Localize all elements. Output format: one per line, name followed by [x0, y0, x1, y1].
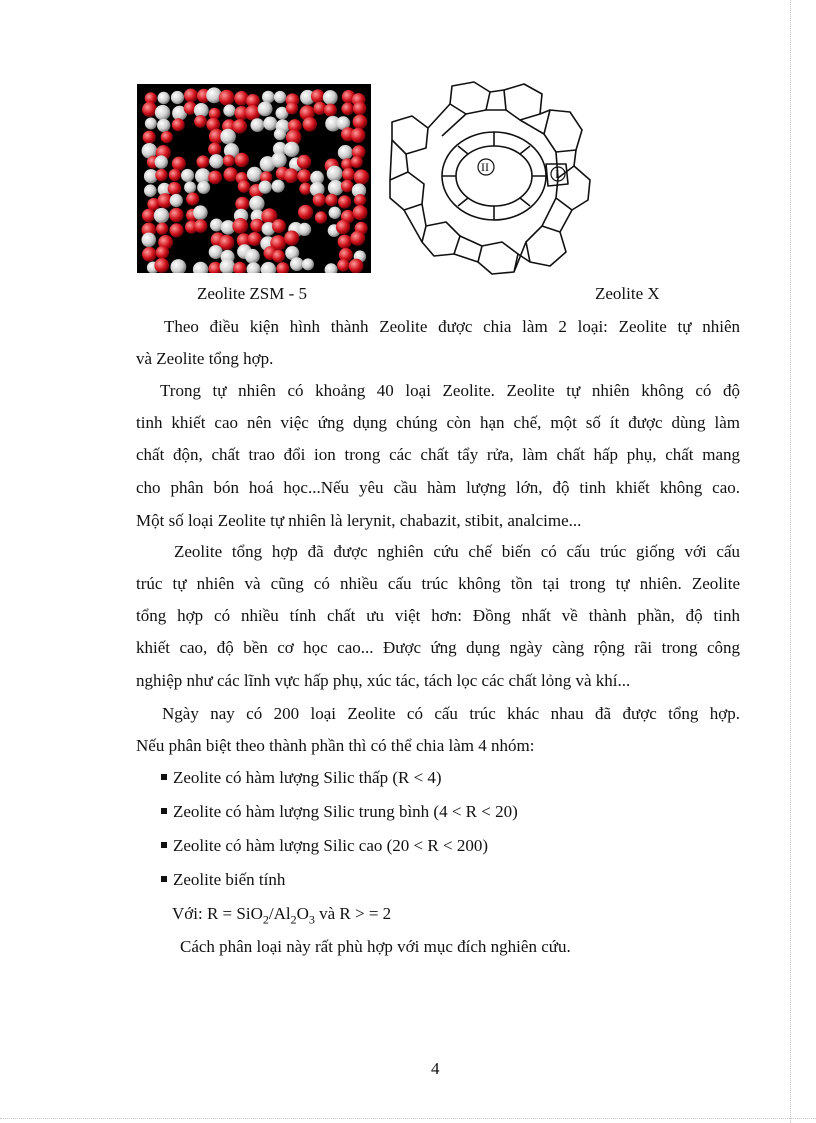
atom-sphere: [197, 181, 210, 194]
atom-sphere: [323, 90, 338, 105]
paragraph-3-line-2: trúc tự nhiên và cũng có nhiều cấu trúc không tồn tại trong tự nhiên. Zeolite: [136, 574, 740, 593]
atom-sphere: [338, 195, 351, 208]
atom-sphere: [351, 156, 363, 168]
atom-sphere: [219, 90, 235, 106]
bullet-text: Zeolite biến tính: [173, 870, 286, 889]
square-bullet-icon: [161, 876, 167, 882]
atom-sphere: [208, 143, 221, 156]
atom-sphere: [274, 91, 286, 103]
atom-sphere: [223, 155, 235, 167]
bullet-item: [161, 801, 518, 823]
atom-sphere: [172, 118, 185, 131]
atom-sphere: [209, 245, 223, 259]
atom-sphere: [251, 118, 265, 132]
atom-sphere: [303, 117, 318, 132]
atom-sphere: [261, 262, 276, 273]
atom-sphere: [262, 91, 275, 104]
bullet-text: Zeolite có hàm lượng Silic trung bình (4 < R < 20): [173, 802, 518, 821]
atom-sphere: [145, 118, 157, 130]
page-number: 4: [431, 1059, 440, 1078]
paragraph-2-line-1: Trong tự nhiên có khoảng 40 loại Zeolite. Zeolite tự nhiên không có độ: [160, 381, 740, 400]
atom-sphere: [155, 155, 168, 168]
atom-sphere: [181, 169, 194, 182]
atom-sphere: [342, 168, 355, 181]
atom-sphere: [272, 180, 285, 193]
atom-sphere: [245, 249, 260, 264]
atom-sphere: [259, 181, 272, 194]
atom-sphere: [354, 169, 369, 184]
atom-sphere: [341, 180, 354, 193]
page-edge-bottom: [0, 1118, 816, 1119]
atom-sphere: [338, 235, 352, 249]
atom-sphere: [290, 257, 304, 271]
paragraph-4-line-2: Nếu phân biệt theo thành phần thì có thể chia làm 4 nhóm:: [136, 736, 535, 755]
atom-sphere: [274, 128, 286, 140]
closing-sentence: Cách phân loại này rất phù hợp với mục đích nghiên cứu.: [180, 937, 571, 956]
atom-sphere: [209, 154, 223, 168]
bullet-text: Zeolite có hàm lượng Silic cao (20 < R < 200): [173, 836, 488, 855]
page-edge-right: [790, 0, 791, 1123]
atom-sphere: [336, 220, 350, 234]
atom-sphere: [220, 129, 236, 145]
zeolite-x-drawing: [382, 76, 600, 276]
caption-zsm5: Zeolite ZSM - 5: [197, 284, 308, 303]
atom-sphere: [329, 207, 341, 219]
atom-sphere: [169, 169, 181, 181]
atom-sphere: [184, 89, 198, 103]
atom-sphere: [184, 181, 196, 193]
atom-sphere: [284, 168, 299, 183]
atom-sphere: [170, 194, 183, 207]
atom-sphere: [248, 232, 262, 246]
paragraph-3-line-4: khiết cao, độ bền cơ học cao... Được ứng dụng ngày càng rộng rãi trong công: [136, 638, 740, 657]
paragraph-1-line-1: Theo điều kiện hình thành Zeolite được chia làm 2 loại: Zeolite tự nhiên: [164, 317, 740, 336]
paragraph-3-line-5: nghiệp như các lĩnh vực hấp phụ, xúc tác, tách lọc các chất lỏng và khí...: [136, 671, 631, 690]
formula-sub-2: 2: [290, 912, 297, 927]
square-bullet-icon: [161, 774, 167, 780]
atom-sphere: [315, 211, 327, 223]
atom-sphere: [142, 247, 157, 262]
atom-sphere: [193, 262, 208, 273]
square-bullet-icon: [161, 842, 167, 848]
atom-sphere: [193, 205, 208, 220]
atom-sphere: [298, 223, 311, 236]
atom-sphere: [170, 223, 184, 237]
atom-sphere: [327, 166, 343, 182]
atom-sphere: [156, 223, 168, 235]
atom-sphere: [338, 145, 353, 160]
caption-zeolite-x: Zeolite X: [595, 284, 660, 303]
zsm5-atoms: [137, 84, 371, 273]
paragraph-1-line-2: và Zeolite tổng hợp.: [136, 349, 274, 368]
zeolite-x-framework-diagram: [382, 76, 600, 276]
bullet-text: Zeolite có hàm lượng Silic thấp (R < 4): [173, 768, 442, 787]
atom-sphere: [353, 115, 368, 130]
atom-sphere: [155, 105, 170, 120]
paragraph-3-line-1: Zeolite tổng hợp đã được nghiên cứu chế biến có cấu trúc giống với cấu: [174, 542, 740, 561]
atom-sphere: [232, 119, 247, 134]
bullet-item: [161, 835, 488, 857]
atom-sphere: [247, 262, 261, 273]
paragraph-2-line-5: Một số loại Zeolite tự nhiên là lerynit, chabazit, stibit, analcime...: [136, 511, 582, 530]
atom-sphere: [311, 89, 325, 103]
atom-sphere: [271, 152, 286, 167]
atom-sphere: [142, 209, 155, 222]
atom-sphere: [144, 184, 157, 197]
formula-oxygen: O: [296, 904, 309, 923]
atom-sphere: [249, 196, 264, 211]
atom-sphere: [272, 219, 286, 233]
atom-sphere: [161, 131, 173, 143]
atom-sphere: [232, 218, 248, 234]
atom-sphere: [233, 262, 246, 273]
cage-label-i: I: [555, 167, 559, 181]
atom-sphere: [196, 155, 209, 168]
atom-sphere: [171, 259, 187, 273]
atom-sphere: [351, 128, 366, 143]
atom-sphere: [297, 155, 311, 169]
atom-sphere: [143, 131, 156, 144]
atom-sphere: [208, 171, 222, 185]
atom-sphere: [284, 142, 299, 157]
atom-sphere: [247, 167, 262, 182]
paragraph-2-line-2: tinh khiết cao nên việc ứng dụng chúng còn hạn chế, một số ít được dùng làm: [136, 413, 740, 432]
atom-sphere: [324, 104, 337, 117]
atom-sphere: [155, 169, 167, 181]
formula-prefix: Với: R = SiO: [172, 904, 263, 923]
atom-sphere: [223, 104, 235, 116]
atom-sphere: [350, 231, 365, 246]
bullet-item: [161, 767, 442, 789]
atom-sphere: [276, 262, 289, 273]
atom-sphere: [298, 205, 313, 220]
atom-sphere: [349, 259, 364, 273]
atom-sphere: [154, 258, 169, 273]
atom-sphere: [313, 193, 326, 206]
ratio-formula: [172, 903, 391, 930]
atom-sphere: [158, 92, 170, 104]
bullet-item: [161, 869, 285, 891]
atom-sphere: [194, 219, 208, 233]
formula-sub-3: 3: [308, 912, 315, 927]
atom-sphere: [168, 182, 182, 196]
atom-sphere: [272, 250, 285, 263]
atom-sphere: [142, 233, 157, 248]
atom-sphere: [169, 208, 184, 223]
atom-sphere: [353, 205, 368, 220]
atom-sphere: [263, 117, 277, 131]
atom-sphere: [210, 219, 223, 232]
atom-sphere: [284, 231, 299, 246]
atom-sphere: [325, 194, 338, 207]
atom-sphere: [172, 157, 186, 171]
cage-label-ii: II: [481, 160, 489, 174]
square-bullet-icon: [161, 808, 167, 814]
atom-sphere: [286, 102, 298, 114]
atom-sphere: [354, 194, 366, 206]
atom-sphere: [154, 208, 169, 223]
formula-mid: /Al: [268, 904, 291, 923]
paragraph-3-line-3: tổng hợp có nhiều tính chất ưu việt hơn: Đồng nhất về thành phần, độ tinh: [136, 606, 740, 625]
atom-sphere: [186, 192, 199, 205]
paragraph-2-line-4: cho phân bón hoá học...Nếu yêu cầu hàm lượng lớn, độ tinh khiết không cao.: [136, 478, 740, 497]
atom-sphere: [157, 119, 170, 132]
atom-sphere: [337, 259, 350, 272]
atom-sphere: [171, 91, 184, 104]
atom-sphere: [297, 169, 311, 183]
atom-sphere: [302, 258, 314, 270]
atom-sphere: [258, 102, 273, 117]
formula-sub-1: 2: [262, 912, 269, 927]
atom-sphere: [341, 103, 354, 116]
atom-sphere: [325, 263, 338, 273]
atom-sphere: [224, 167, 238, 181]
paragraph-4-line-1: Ngày nay có 200 loại Zeolite có cấu trúc khác nhau đã được tổng hợp.: [162, 704, 740, 723]
zsm5-molecular-model-image: [137, 84, 371, 273]
atom-sphere: [156, 246, 169, 259]
atom-sphere: [235, 153, 249, 167]
atom-sphere: [142, 102, 157, 117]
paragraph-2-line-3: chất độn, chất trao đổi ion trong các chất tẩy rửa, làm chất hấp phụ, chất mang: [136, 445, 740, 464]
atom-sphere: [194, 115, 207, 128]
atom-sphere: [238, 180, 251, 193]
atom-sphere: [353, 102, 367, 116]
formula-suffix: và R > = 2: [314, 904, 392, 923]
